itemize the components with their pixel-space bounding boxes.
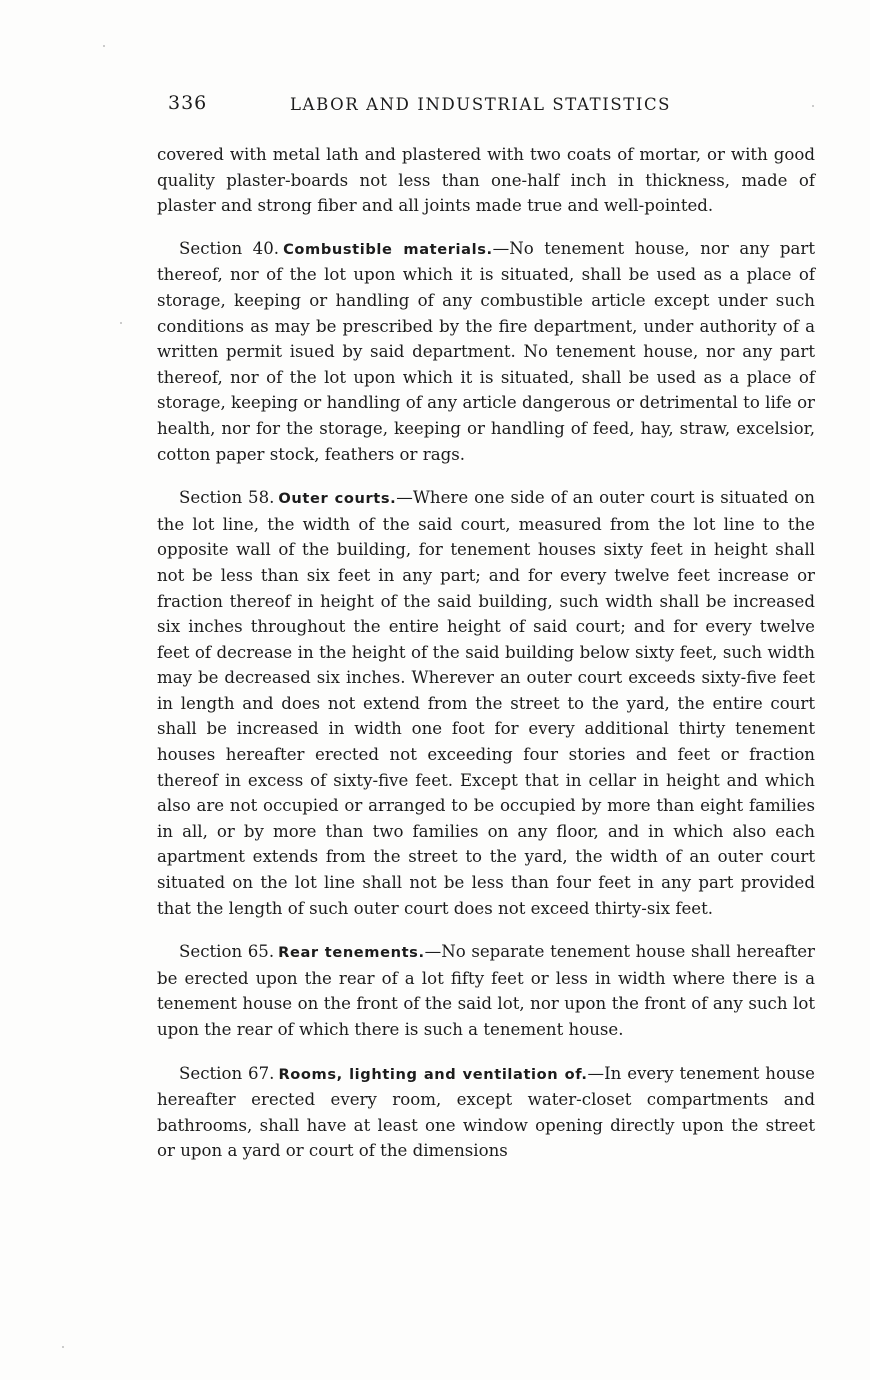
section-67-paragraph: [157, 1061, 815, 1164]
section-body: —Where one side of an outer court is situated on the lot line, the width of the said court, measured from the lot line to the opposite wall of the building, for tenement houses sixty feet in height shall not be less than six feet in any part; and for every twelve feet increase or fraction thereof in height of the said building, such width shall be increased six inches throughout the entire height of said court; and for every twelve feet of decrease in the height of the said building below sixty feet, such width may be decreased six inches. Wherever an outer court exceeds sixty-five feet in length and does not extend from the street to the yard, the entire court shall be increased in width one foot for every additional thirty tenement houses hereafter erected not exceeding four stories and feet or fraction thereof in excess of sixty-five feet. Except that in cellar in height and which also are not occupied or arranged to be occupied by more than eight families in all, or by more than two families on any floor, and in which also each apartment extends from the street to the yard, the width of an outer court situated on the lot line shall not be less than four feet in any part provided that the length of such outer court does not exceed thirty-six feet.: [157, 488, 815, 918]
section-number: Section 40.: [179, 238, 280, 258]
section-40-paragraph: [157, 236, 815, 467]
section-58-paragraph: [157, 485, 815, 921]
page-header: [168, 92, 828, 122]
paper-speck: [120, 322, 122, 324]
section-body: —No tenement house, nor any part thereof, nor of the lot upon which it is situated, shall be used as a place of storage, keeping or handling of any combustible article except under such conditions as may be prescribed by the fire department, under authority of a written permit isued by said department. No tenement house, nor any part thereof, nor of the lot upon which it is situated, shall be used as a place of storage, keeping or handling of any article dangerous or detrimental to life or health, nor for the storage, keeping or handling of feed, hay, straw, excelsior, cotton paper stock, feathers or rags.: [157, 238, 815, 464]
section-number: Section 65.: [179, 942, 275, 962]
body-text: [157, 142, 815, 1182]
section-body: —In every tenement house hereafter erected every room, except water-closet compartments and bathrooms, shall have at least one window opening directly upon the street or upon a yard or court of the dimensions: [157, 1063, 815, 1161]
section-number: Section 58.: [179, 488, 275, 508]
page-number: 336: [168, 92, 208, 114]
continuation-paragraph: covered with metal lath and plastered with two coats of mortar, or with good quality plaster-boards not less than one-half inch in thickness, made of plaster and strong fiber and all joints made true and well-pointed.: [157, 145, 815, 216]
section-title: Combustible materials.: [283, 240, 493, 258]
section-title: Rooms, lighting and ventilation of.: [278, 1065, 588, 1083]
section-title: Rear tenements.: [278, 944, 425, 962]
paper-speck: [812, 105, 814, 107]
section-65-paragraph: [157, 939, 815, 1042]
section-title: Outer courts.: [278, 490, 397, 508]
paper-speck: [103, 45, 105, 47]
paper-speck: [62, 1346, 64, 1348]
running-head: LABOR AND INDUSTRIAL STATISTICS: [290, 95, 672, 114]
section-number: Section 67.: [179, 1063, 275, 1083]
section-body: —No separate tenement house shall hereafter be erected upon the rear of a lot fifty feet or less in width where there is a tenement house on the front of the said lot, nor upon the front of any such lot upon the rear of which there is such a tenement house.: [157, 942, 815, 1039]
